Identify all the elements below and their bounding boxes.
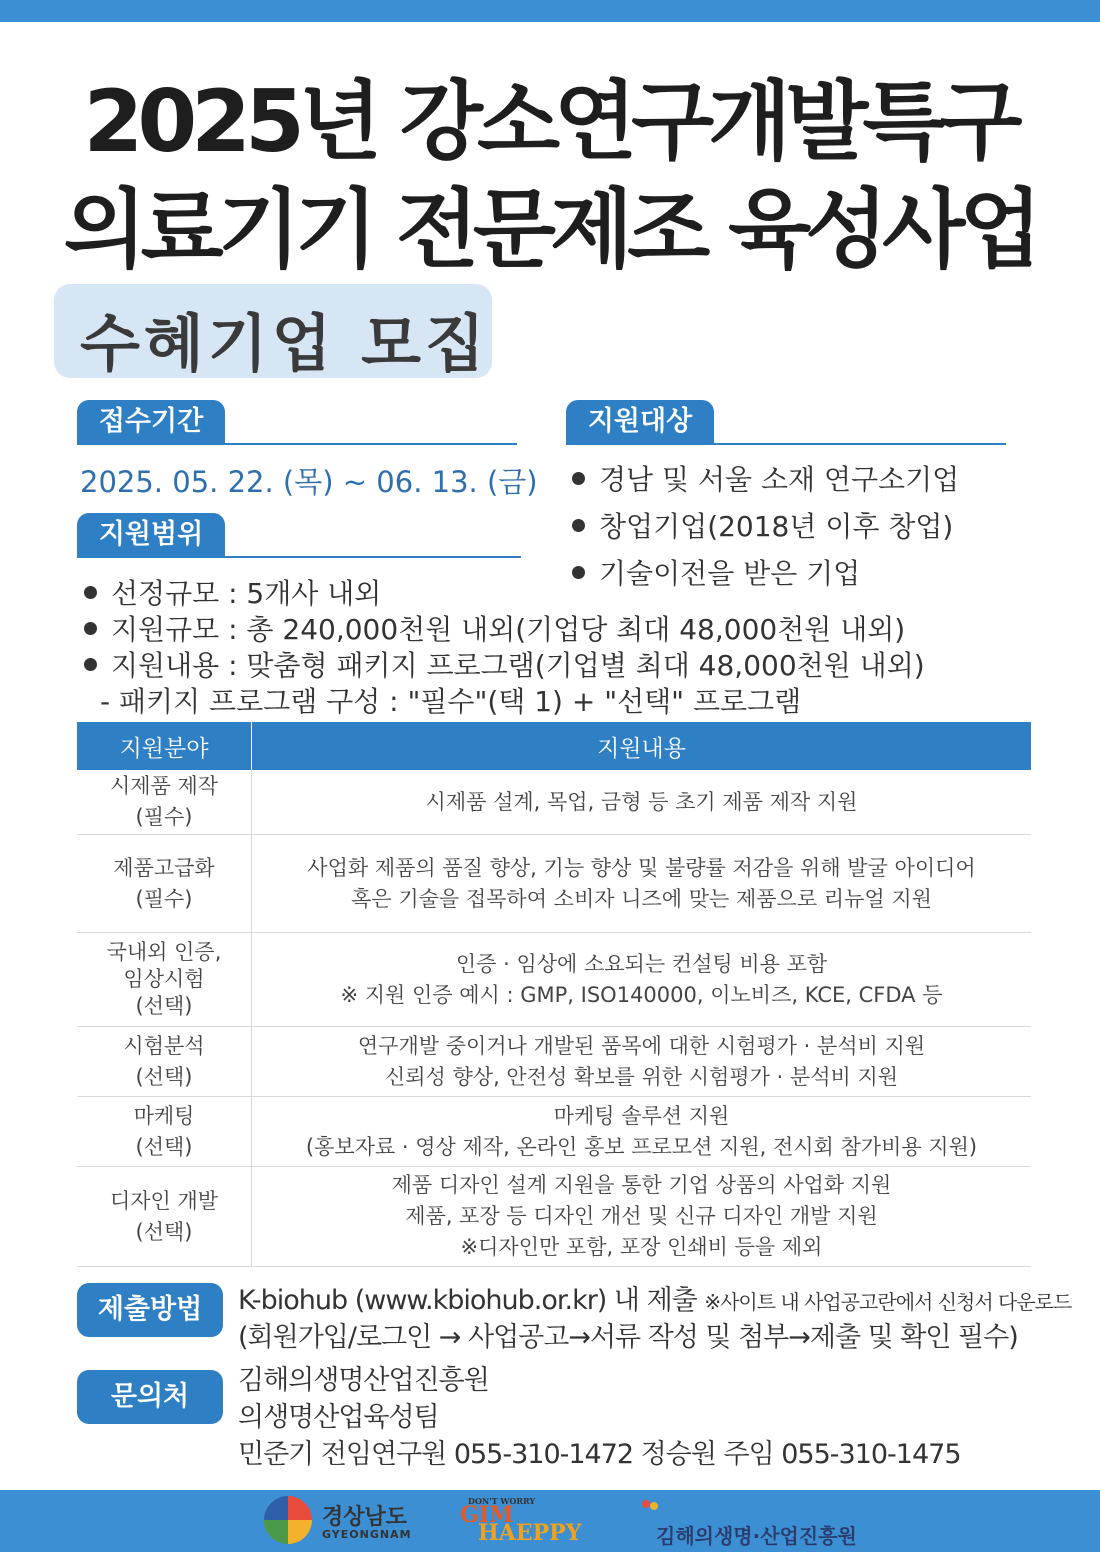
table-row — [77, 1167, 1031, 1267]
content-cell: 시제품 설계, 목업, 금형 등 초기 제품 제작 지원 — [252, 770, 1032, 835]
gimhae-logo-gim: GIM — [460, 1502, 514, 1528]
contact-persons: 민준기 전임연구원 055-310-1472 정승원 주임 055-310-1475 — [238, 1439, 961, 1470]
target-item: 경남 및 서울 소재 연구소기업 — [572, 458, 959, 498]
table-header-row — [77, 722, 1031, 770]
contact-team: 의생명산업육성팀 — [238, 1402, 439, 1433]
table-row — [77, 933, 1031, 1027]
target-item: 기술이전을 받은 기업 — [572, 552, 860, 592]
field-cell: 시험분석 (선택) — [77, 1027, 252, 1097]
submit-label: 제출방법 — [77, 1283, 223, 1337]
table-row — [77, 1097, 1031, 1167]
recruit-badge-label: 수혜기업 모집 — [80, 307, 489, 380]
contact-label: 문의처 — [77, 1370, 223, 1424]
field-cell: 시제품 제작 (필수) — [77, 770, 252, 835]
period-tab: 접수기간 — [77, 400, 225, 444]
gimhae-logo-tag: DON'T WORRY — [468, 1496, 536, 1506]
gyeongnam-name: 경상남도 — [322, 1505, 408, 1530]
gyeongnam-en: GYEONGNAM — [322, 1528, 412, 1541]
field-cell: 마케팅 (선택) — [77, 1097, 252, 1167]
submit-line1: K-biohub (www.kbiohub.or.kr) 내 제출 ※사이트 내 사업공고란에서 신청서 다운로드 — [238, 1285, 1072, 1316]
scope-item: 선정규모 : 5개사 내외 — [84, 572, 381, 612]
bullet-icon — [572, 566, 585, 579]
content-cell: 사업화 제품의 품질 향상, 기능 향상 및 불량률 저감을 위해 발굴 아이디어 혹은 기술을 접목하여 소비자 니즈에 맞는 제품으로 리뉴얼 지원 — [252, 835, 1032, 933]
scope-item: 지원규모 : 총 240,000천원 내외(기업당 최대 48,000천원 내외) — [84, 608, 905, 648]
page-title-line2: 의료기기 전문제조 육성사업 — [63, 180, 1037, 280]
field-cell: 제품고급화 (필수) — [77, 835, 252, 933]
recruit-badge — [54, 284, 492, 378]
target-tab: 지원대상 — [566, 400, 714, 444]
content-cell: 마케팅 솔루션 지원 (홍보자료 · 영상 제작, 온라인 홍보 프로모션 지원, 전시회 참가비용 지원) — [252, 1097, 1032, 1167]
content-cell: 제품 디자인 설계 지원을 통한 기업 상품의 사업화 지원 제품, 포장 등 디자인 개선 및 신규 디자인 개발 지원 ※디자인만 포함, 포장 인쇄비 등을 제외 — [252, 1167, 1032, 1267]
gimhae-logo-happy: HAEPPY — [478, 1520, 582, 1546]
table-row — [77, 770, 1031, 835]
bullet-icon — [572, 472, 585, 485]
bullet-icon — [84, 622, 97, 635]
field-cell: 국내외 인증, 임상시험 (선택) — [77, 933, 252, 1027]
header-field: 지원분야 — [77, 722, 252, 770]
period-divider — [77, 443, 517, 445]
submit-note: ※사이트 내 사업공고란에서 신청서 다운로드 — [704, 1290, 1072, 1314]
contact-org: 김해의생명산업진흥원 — [238, 1365, 489, 1396]
scope-item: 지원내용 : 맞춤형 패키지 프로그램(기업별 최대 48,000천원 내외) — [84, 644, 925, 684]
target-divider — [566, 443, 1006, 445]
gyeongnam-logo-icon — [264, 1496, 312, 1544]
target-item: 창업기업(2018년 이후 창업) — [572, 505, 953, 545]
content-cell: 인증 · 임상에 소요되는 컨설팅 비용 포함 ※ 지원 인증 예시 : GMP, ISO140000, 이노비즈, KCE, CFDA 등 — [252, 933, 1032, 1027]
bio-institute-logo-icon — [640, 1498, 662, 1520]
table-row — [77, 1027, 1031, 1097]
scope-divider — [77, 556, 521, 558]
submit-line2: (회원가입/로그인 → 사업공고→서류 작성 및 첨부→제출 및 확인 필수) — [238, 1322, 1018, 1353]
top-bar — [0, 0, 1100, 22]
page-title-line1: 2025년 강소연구개발특구 — [83, 72, 1017, 172]
table-row — [77, 835, 1031, 933]
period-value: 2025. 05. 22. (목) ~ 06. 13. (금) — [80, 465, 538, 499]
header-content: 지원내용 — [252, 722, 1032, 770]
bullet-icon — [84, 658, 97, 671]
scope-tab: 지원범위 — [77, 513, 225, 557]
field-cell: 디자인 개발 (선택) — [77, 1167, 252, 1267]
bio-institute-name: 김해의생명·산업진흥원 — [656, 1524, 857, 1548]
support-table — [77, 722, 1031, 1267]
bullet-icon — [572, 519, 585, 532]
scope-sub: - 패키지 프로그램 구성 : "필수"(택 1) + "선택" 프로그램 — [100, 685, 802, 718]
content-cell: 연구개발 중이거나 개발된 품목에 대한 시험평가 · 분석비 지원 신뢰성 향상, 안전성 확보를 위한 시험평가 · 분석비 지원 — [252, 1027, 1032, 1097]
bullet-icon — [84, 586, 97, 599]
